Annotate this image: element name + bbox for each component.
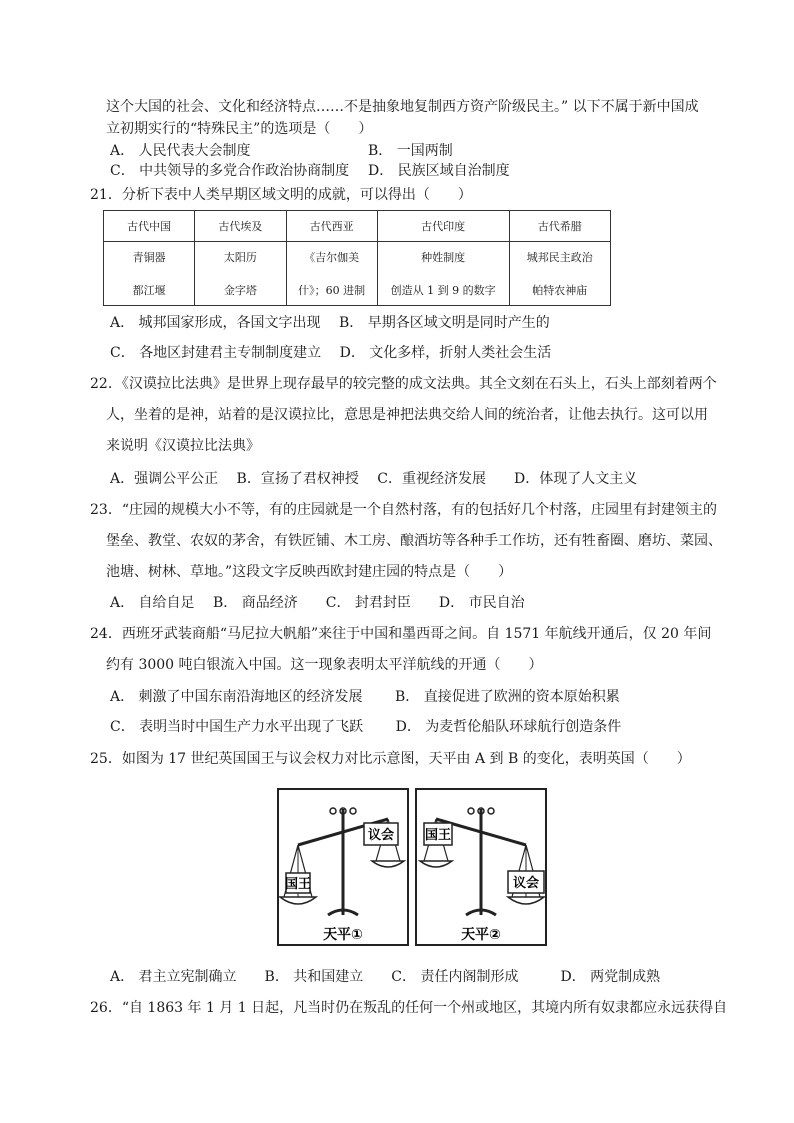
table-header: 古代中国 (104, 211, 195, 242)
q20-option-a: A． 人民代表大会制度 (110, 143, 251, 159)
parliament-label: 议会 (512, 876, 540, 891)
table-header: 古代希腊 (509, 211, 610, 242)
cell-line: 帕特农神庙 (532, 283, 588, 297)
scale-panel-1 (278, 789, 408, 945)
q24-stem-line1: 24．西班牙武装商船“马尼拉大帆船”来往于中国和墨西哥之间。自 1571 年航线开通后，仅 20 年间 (90, 626, 712, 642)
q26-stem-line1: 26．“自 1863 年 1 月 1 日起，凡当时仍在叛乱的任何一个州或地区，其境内所有奴隶都应永远获得自 (90, 1000, 728, 1016)
table-cell (377, 242, 509, 306)
table-header: 古代印度 (377, 211, 509, 242)
q20-option-b: B． 一国两制 (368, 143, 453, 159)
q22-stem-line2: 人，坐着的是神，站着的是汉谟拉比，意思是神把法典交给人间的统治者，让他去执行。这可以用 (106, 407, 708, 423)
q24-options-ab: A． 刺激了中国东南沿海地区的经济发展 B． 直接促进了欧洲的资本原始积累 (110, 689, 620, 705)
q20-option-d: D． 民族区域自治制度 (368, 163, 510, 179)
king-label: 国王 (284, 877, 312, 892)
q24-stem-line2: 约有 3000 吨白银流入中国。这一现象表明太平洋航线的开通（ ） (106, 657, 543, 673)
q23-stem-line1: 23．“庄园的规模大小不等，有的庄园就是一个自然村落，有的包括好几个村落，庄园里有封建领主的 (90, 502, 717, 518)
cell-line: 创造从 1 到 9 的数字 (390, 283, 496, 297)
q21-options-cd: C． 各地区封建君主专制制度建立 D． 文化多样，折射人类社会生活 (110, 345, 552, 361)
cell-line: 《吉尔伽美 (304, 250, 360, 264)
scale-panel-2 (416, 789, 546, 945)
q24-options-cd: C． 表明当时中国生产力水平出现了飞跃 D． 为麦哲伦船队环球航行创造条件 (110, 719, 622, 735)
q21-options-ab: A． 城邦国家形成，各国文字出现 B． 早期各区域文明是同时产生的 (110, 315, 550, 331)
cell-line: 都江堰 (132, 283, 166, 297)
q20-stem-line1: 这个大国的社会、文化和经济特点……不是抽象地复制西方资产阶级民主。” 以下不属于新中国成 (106, 99, 699, 115)
q22-options: A．强调公平公正 B．宣扬了君权神授 C．重视经济发展 D．体现了人文主义 (110, 471, 638, 487)
cell-line: 城邦民主政治 (526, 250, 593, 264)
cell-line: 金字塔 (223, 283, 257, 297)
q21-stem: 21．分析下表中人类早期区域文明的成就，可以得出（ ） (90, 187, 472, 203)
scale-1-caption: 天平① (323, 927, 363, 943)
q22-stem-line1: 22．《汉谟拉比法典》是世界上现存最早的较完整的成文法典。其全文刻在石头上，石头上部刻着两个 (90, 376, 717, 392)
table-cell (104, 242, 195, 306)
scale-2-caption: 天平② (461, 927, 501, 943)
cell-line: 什》；60 进制 (298, 283, 366, 297)
q25-stem: 25．如图为 17 世纪英国国王与议会权力对比示意图，天平由 A 到 B 的变化，表明英国（ ） (90, 751, 691, 767)
table-cell (509, 242, 610, 306)
table-header: 古代埃及 (195, 211, 286, 242)
q20-option-c: C． 中共领导的多党合作政治协商制度 (110, 163, 350, 179)
table-header: 古代西亚 (286, 211, 377, 242)
cell-line: 种姓制度 (421, 250, 466, 264)
balance-scale-figure (276, 787, 556, 947)
q23-options: A． 自给自足 B． 商品经济 C． 封君封臣 D． 市民自治 (110, 595, 525, 611)
q22-stem-line3: 来说明《汉谟拉比法典》 (106, 438, 260, 454)
parliament-label: 议会 (367, 828, 395, 843)
king-label: 国王 (424, 828, 452, 843)
q25-options: A． 君主立宪制确立 B． 共和国建立 C． 责任内阁制形成 D． 两党制成熟 (110, 969, 661, 985)
q23-stem-line2: 堡垒、教堂、农奴的茅舍，有铁匠铺、木工房、酿酒坊等各种手工作坊，还有牲畜圈、磨坊、菜园、 (106, 533, 722, 549)
q23-stem-line3: 池塘、树林、草地。”这段文字反映西欧封建庄园的特点是（ ） (106, 564, 513, 580)
q20-stem-line2: 立初期实行的“特殊民主”的选项是（ ） (106, 121, 373, 137)
table-cell (286, 242, 377, 306)
civilization-table (103, 210, 611, 306)
cell-line: 青铜器 (132, 250, 166, 264)
table-cell (195, 242, 286, 306)
cell-line: 太阳历 (223, 250, 257, 264)
